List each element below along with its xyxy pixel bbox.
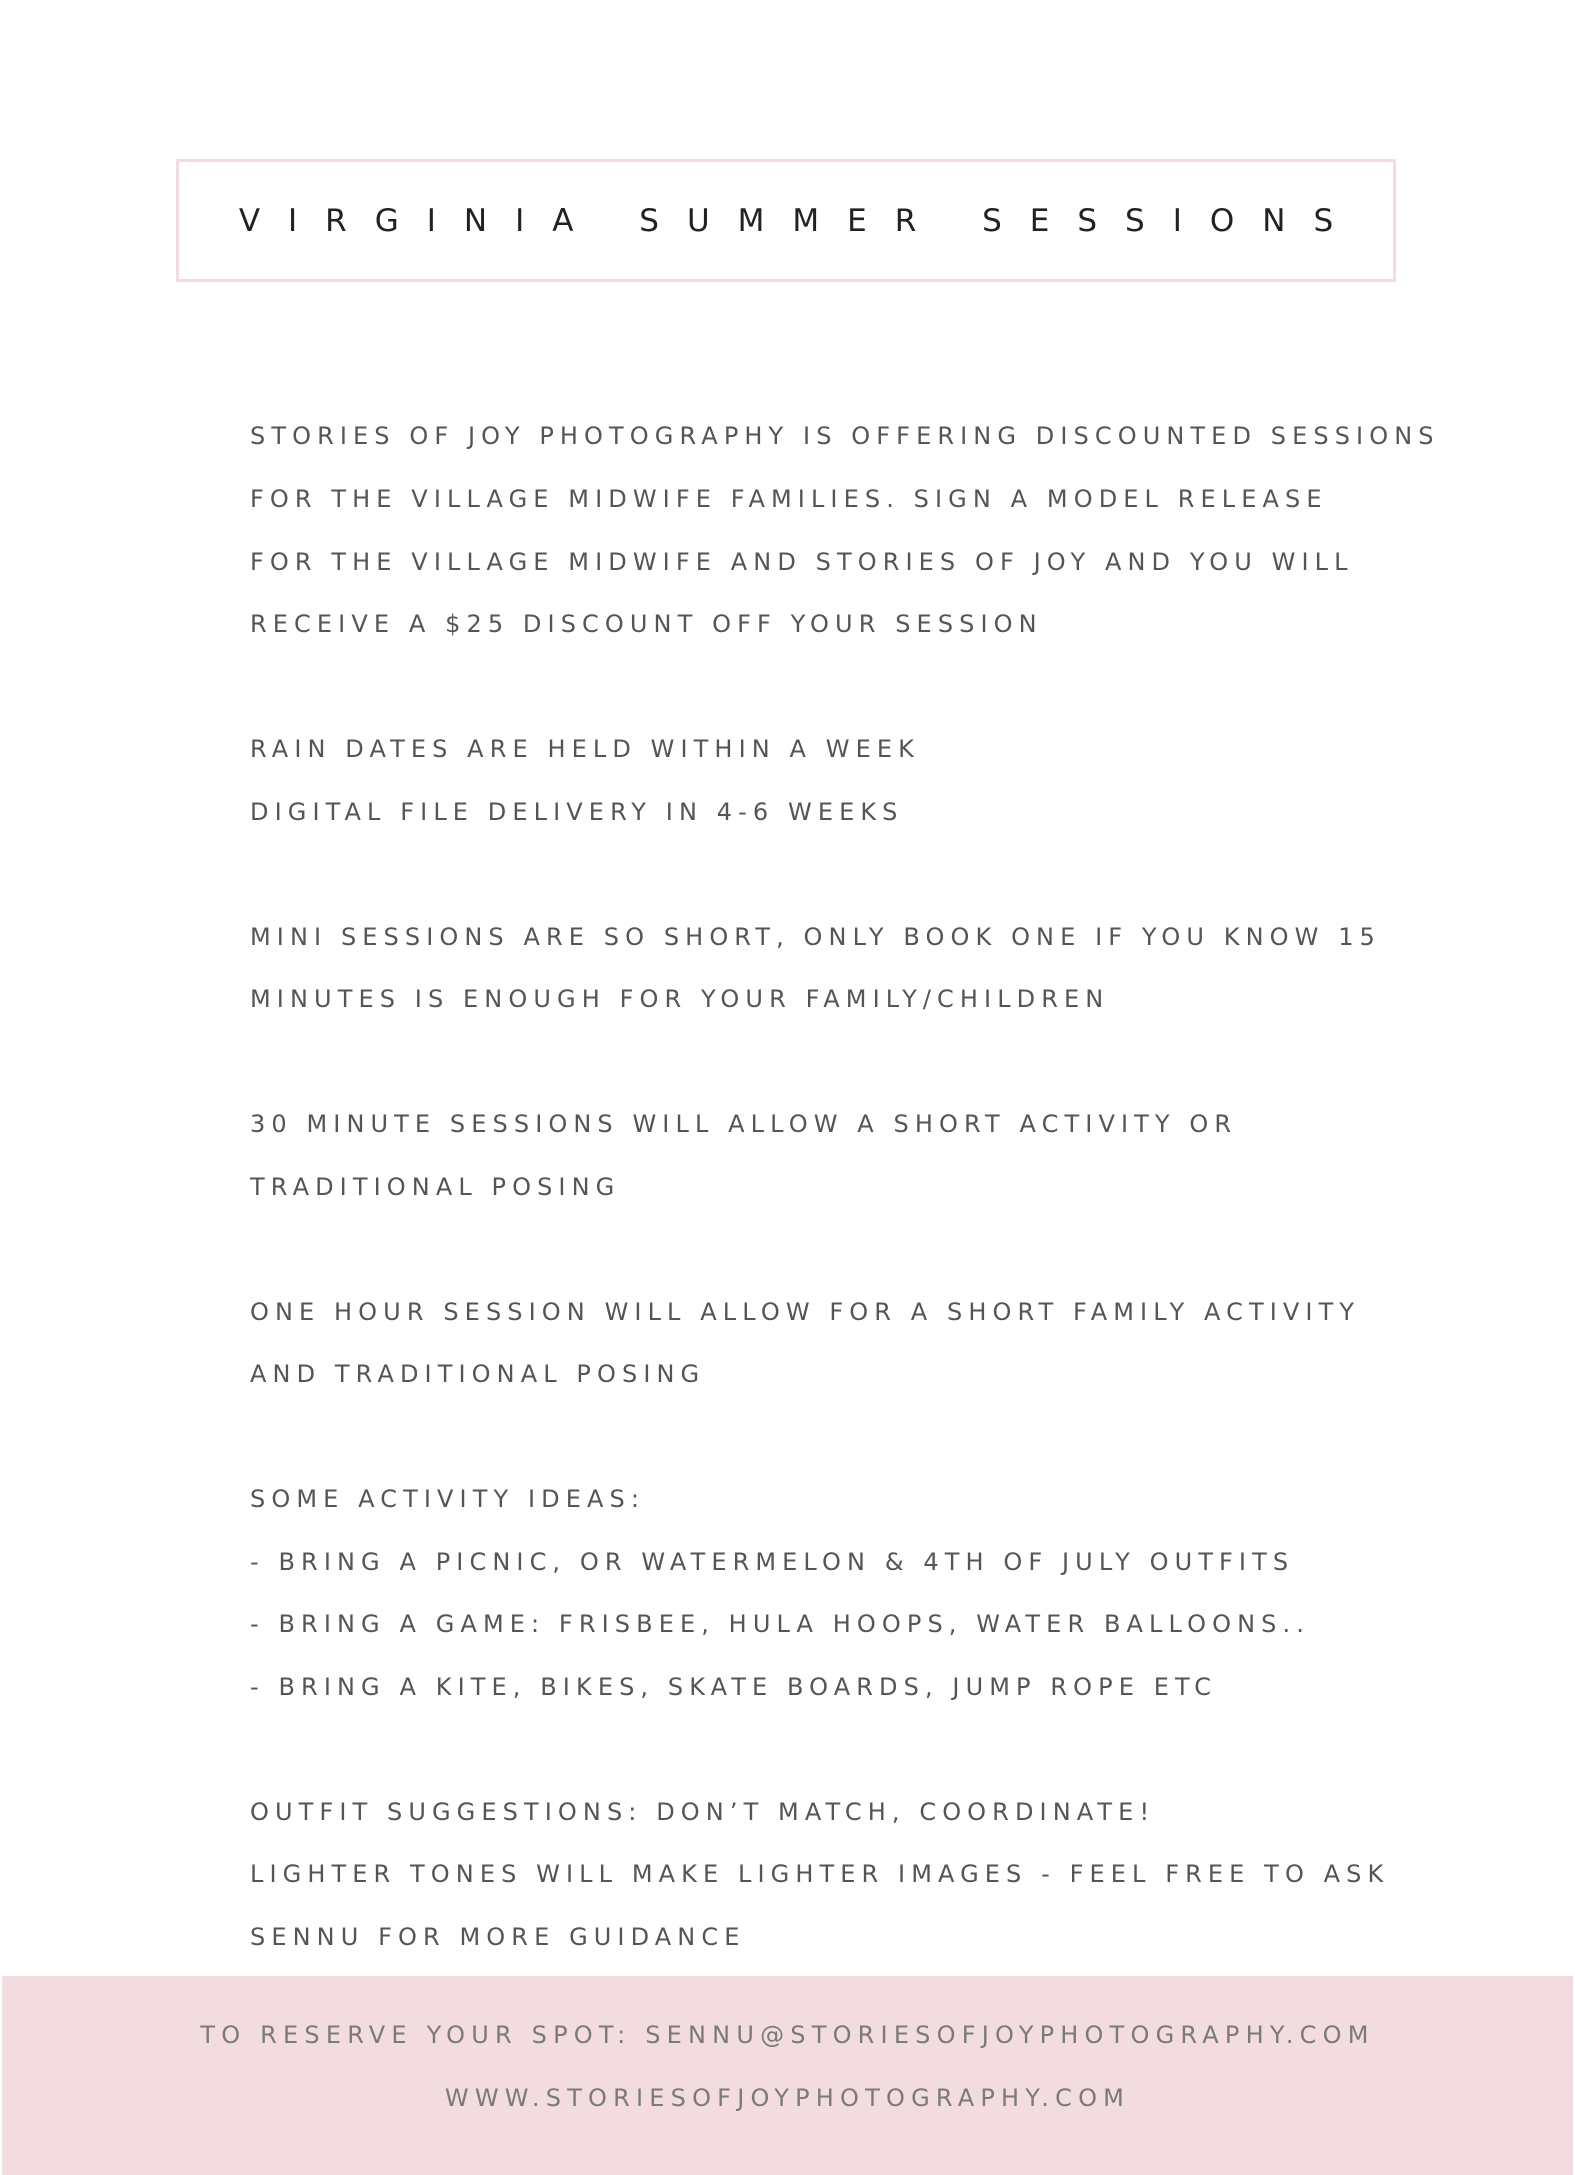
guidance-line: SENNU FOR MORE GUIDANCE <box>250 1923 746 1951</box>
intro-line-4: RECEIVE A $25 DISCOUNT OFF YOUR SESSION <box>250 610 1043 638</box>
title-box <box>176 159 1396 282</box>
one-hour-line-1: ONE HOUR SESSION WILL ALLOW FOR A SHORT FAMILY ACTIVITY <box>250 1298 1361 1326</box>
website-link[interactable]: WWW.STORIESOFJOYPHOTOGRAPHY.COM <box>444 2084 1131 2112</box>
activity-idea-item: - BRING A KITE, BIKES, SKATE BOARDS, JUMP ROPE ETC <box>250 1673 1218 1701</box>
activity-ideas-heading: SOME ACTIVITY IDEAS: <box>250 1485 646 1513</box>
one-hour-line-2: AND TRADITIONAL POSING <box>250 1360 706 1388</box>
rain-dates-line: RAIN DATES ARE HELD WITHIN A WEEK <box>250 735 920 763</box>
delivery-line: DIGITAL FILE DELIVERY IN 4-6 WEEKS <box>250 798 904 826</box>
thirty-minute-line-2: TRADITIONAL POSING <box>250 1173 621 1201</box>
page-title: VIRGINIA SUMMER SESSIONS <box>238 202 1362 239</box>
mini-sessions-line-1: MINI SESSIONS ARE SO SHORT, ONLY BOOK ONE IF YOU KNOW 15 <box>250 923 1381 951</box>
intro-line-1: STORIES OF JOY PHOTOGRAPHY IS OFFERING DISCOUNTED SESSIONS <box>250 422 1440 450</box>
mini-sessions-line-2: MINUTES IS ENOUGH FOR YOUR FAMILY/CHILDREN <box>250 985 1110 1013</box>
footer-band <box>2 1976 1573 2175</box>
intro-line-3: FOR THE VILLAGE MIDWIFE AND STORIES OF JOY AND YOU WILL <box>250 548 1354 576</box>
outfit-suggestions-line: OUTFIT SUGGESTIONS: DON’T MATCH, COORDINATE! <box>250 1798 1156 1826</box>
intro-line-2: FOR THE VILLAGE MIDWIFE FAMILIES. SIGN A MODEL RELEASE <box>250 485 1328 513</box>
thirty-minute-line-1: 30 MINUTE SESSIONS WILL ALLOW A SHORT ACTIVITY OR <box>250 1110 1238 1138</box>
reserve-email-line: TO RESERVE YOUR SPOT: SENNU@STORIESOFJOYPHOTOGRAPHY.COM <box>200 2021 1375 2049</box>
activity-idea-item: - BRING A GAME: FRISBEE, HULA HOOPS, WATER BALLOONS.. <box>250 1610 1310 1638</box>
activity-idea-item: - BRING A PICNIC, OR WATERMELON & 4TH OF JULY OUTFITS <box>250 1548 1295 1576</box>
lighter-tones-line: LIGHTER TONES WILL MAKE LIGHTER IMAGES - FEEL FREE TO ASK <box>250 1860 1390 1888</box>
